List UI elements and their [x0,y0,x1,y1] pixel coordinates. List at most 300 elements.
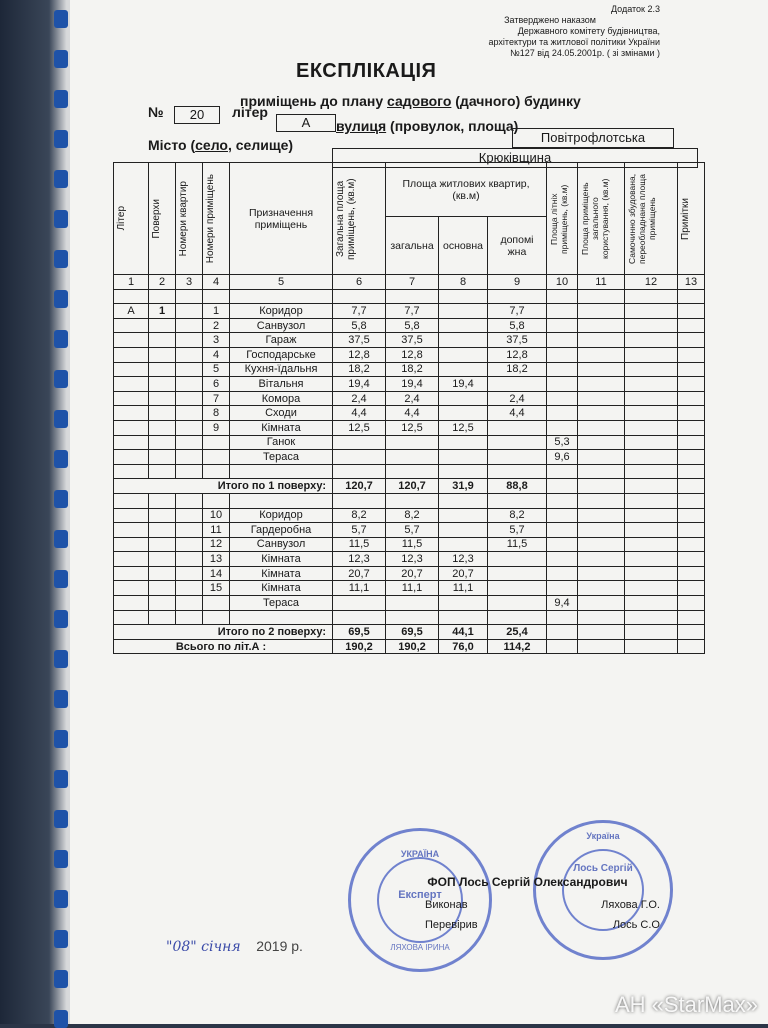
table-cell [114,391,149,406]
table-cell [547,537,578,552]
table-row [114,566,705,581]
binding-hole [54,210,68,228]
table-cell: 19,4 [439,377,488,392]
table-row [114,596,705,611]
date-handwritten: "08" січня [166,939,241,955]
table-cell [114,377,149,392]
table-cell [230,464,333,479]
binding-hole [54,370,68,388]
table-cell: 9,4 [547,596,578,611]
table-cell: 5 [203,362,230,377]
table-cell [149,610,176,625]
table-cell: Вітальня [230,377,333,392]
table-cell: А [114,304,149,319]
table-cell [625,537,678,552]
table-cell [439,435,488,450]
table-cell: 5,8 [333,318,386,333]
table-cell [488,464,547,479]
table-cell [439,493,488,508]
stamp-left-middle: Експерт [351,889,489,901]
table-cell [678,347,705,362]
table-cell [678,493,705,508]
table-cell [114,610,149,625]
table-cell: Итого по 2 поверху: [114,625,333,640]
table-cell: 18,2 [386,362,439,377]
table-cell [149,581,176,596]
table-cell: 11,5 [386,537,439,552]
table-cell: 5,7 [333,523,386,538]
binding-spine [0,0,70,1024]
table-cell: Кімната [230,566,333,581]
table-cell [176,435,203,450]
liter-label: літер [232,104,268,120]
table-cell: 1 [203,304,230,319]
table-cell [547,304,578,319]
table-cell: 11,5 [333,537,386,552]
table-cell: 120,7 [386,479,439,494]
table-row [114,347,705,362]
binding-hole [54,690,68,708]
table-cell [230,493,333,508]
table-cell [114,347,149,362]
table-cell [149,596,176,611]
table-cell [333,610,386,625]
table-row [114,420,705,435]
table-cell [578,347,625,362]
table-cell [547,581,578,596]
column-number: 5 [230,275,333,290]
table-cell [678,362,705,377]
table-cell [625,581,678,596]
table-cell: 69,5 [386,625,439,640]
table-cell: 20,7 [386,566,439,581]
table-cell [176,391,203,406]
table-cell: 88,8 [488,479,547,494]
table-cell [578,566,625,581]
stamp-right-middle: Лось Сергій [536,863,670,874]
table-cell [176,420,203,435]
table-cell [578,362,625,377]
table-cell [547,479,578,494]
table-cell [176,523,203,538]
table-cell: Кімната [230,420,333,435]
signature-row-1 [395,899,660,911]
table-cell [578,537,625,552]
table-cell [333,596,386,611]
table-cell: 12,3 [386,552,439,567]
table-row [114,391,705,406]
binding-hole [54,1010,68,1028]
table-cell: 8,2 [333,508,386,523]
table-cell [578,420,625,435]
table-cell [547,552,578,567]
table-cell: 11 [203,523,230,538]
table-cell [678,566,705,581]
column-number: 13 [678,275,705,290]
table-cell [625,406,678,421]
table-cell [149,508,176,523]
table-cell [114,318,149,333]
date-year: 2019 р. [256,938,303,954]
table-cell: 44,1 [439,625,488,640]
column-number: 7 [386,275,439,290]
table-cell [149,464,176,479]
table-cell: 10 [203,508,230,523]
stamp-right-top: Україна [536,831,670,841]
table-cell: 7,7 [333,304,386,319]
table-cell: Кімната [230,581,333,596]
city-label-prefix: Місто ( [148,137,195,153]
table-cell [678,464,705,479]
binding-hole [54,130,68,148]
table-cell [488,377,547,392]
table-cell: 190,2 [333,639,386,654]
table-cell: 12,3 [439,552,488,567]
document-subtitle [240,93,581,109]
table-cell [578,581,625,596]
col-header-text: Номери квартир [178,181,189,256]
table-cell [547,493,578,508]
table-cell [114,552,149,567]
document-date [166,938,303,955]
table-cell: 8,2 [488,508,547,523]
table-cell [439,333,488,348]
table-cell [386,450,439,465]
table-cell: 5,8 [488,318,547,333]
table-cell [547,318,578,333]
table-row [114,377,705,392]
table-cell: 4,4 [386,406,439,421]
table-cell: Тераса [230,450,333,465]
col-header-living-group: Площа житлових квартир, (кв.м) [386,163,547,217]
table-cell: 37,5 [488,333,547,348]
table-cell: 2,4 [488,391,547,406]
signature-label: Виконав [425,899,468,911]
table-cell [203,596,230,611]
signature-name: Ляхова Г.О. [601,899,660,911]
table-cell [114,435,149,450]
table-cell [625,420,678,435]
col-header-summer [547,163,578,275]
table-cell [578,289,625,304]
table-cell: 4,4 [333,406,386,421]
table-cell [547,391,578,406]
table-cell [678,523,705,538]
binding-hole [54,90,68,108]
table-cell: 3 [203,333,230,348]
table-cell: 4 [203,347,230,362]
col-header-main: основна [439,217,488,275]
table-cell [114,581,149,596]
table-cell: 14 [203,566,230,581]
table-cell [149,493,176,508]
table-cell: 12,8 [333,347,386,362]
col-header-notes [678,163,705,275]
table-cell [625,435,678,450]
table-cell [386,596,439,611]
table-cell [149,347,176,362]
table-cell: Санвузол [230,537,333,552]
table-cell [114,493,149,508]
table-cell [547,639,578,654]
signature-block [395,875,660,931]
table-cell: 6 [203,377,230,392]
addendum-line: архітектури та житлової політики України [440,37,660,48]
street-label [336,118,518,134]
table-cell [678,289,705,304]
table-cell [678,639,705,654]
table-cell [625,625,678,640]
column-numbers-row [114,275,705,290]
col-header-text: Площа приміщень загального користування, (кв.м) [580,173,616,265]
col-header-rooms [203,163,230,275]
signature-label: Перевірив [425,919,478,931]
table-cell [439,523,488,538]
table-cell [439,464,488,479]
subtotal-row [114,625,705,640]
table-cell [488,450,547,465]
col-header-common [578,163,625,275]
binding-hole [54,330,68,348]
table-cell [625,639,678,654]
table-cell: 11,1 [333,581,386,596]
table-cell: 5,3 [547,435,578,450]
col-header-unauthorized [625,163,678,275]
table-cell [176,289,203,304]
table-cell: Всього по літ.А : [114,639,333,654]
table-cell [578,377,625,392]
addendum-note [440,4,660,59]
table-cell: 69,5 [333,625,386,640]
table-cell: Тераса [230,596,333,611]
table-cell [578,625,625,640]
column-number: 2 [149,275,176,290]
table-cell [578,523,625,538]
col-header-text: Номери приміщень [205,174,216,263]
table-row [114,552,705,567]
subtotal-row [114,639,705,654]
table-cell: 7 [203,391,230,406]
binding-hole [54,490,68,508]
table-row [114,523,705,538]
table-cell [578,450,625,465]
table-cell [547,610,578,625]
table-cell [578,318,625,333]
table-cell [114,464,149,479]
table-cell [114,537,149,552]
table-cell [625,508,678,523]
table-cell [149,420,176,435]
table-cell [678,596,705,611]
table-cell [578,479,625,494]
column-number: 9 [488,275,547,290]
table-cell [333,464,386,479]
table-cell [625,450,678,465]
table-cell [386,610,439,625]
binding-hole [54,810,68,828]
table-cell [203,493,230,508]
table-cell: Коридор [230,304,333,319]
table-cell: 12,5 [439,420,488,435]
table-cell [439,289,488,304]
table-cell [439,347,488,362]
table-cell [114,450,149,465]
table-cell [488,552,547,567]
table-cell: 8 [203,406,230,421]
table-cell: 37,5 [386,333,439,348]
table-cell: 19,4 [386,377,439,392]
table-cell [149,391,176,406]
table-cell [149,362,176,377]
table-cell [547,289,578,304]
table-cell [578,552,625,567]
table-cell [578,406,625,421]
column-number: 10 [547,275,578,290]
table-cell [488,581,547,596]
table-cell: 5,7 [488,523,547,538]
table-cell [625,391,678,406]
table-cell: 25,4 [488,625,547,640]
table-cell [230,610,333,625]
table-cell [547,333,578,348]
table-cell: Кухня-їдальня [230,362,333,377]
table-cell [386,464,439,479]
table-cell [149,377,176,392]
table-cell: 190,2 [386,639,439,654]
table-cell [578,610,625,625]
table-cell [547,362,578,377]
liter-value: А [276,114,336,132]
table-cell [149,289,176,304]
table-cell [439,391,488,406]
table-cell [114,420,149,435]
table-cell [176,508,203,523]
table-cell: Господарське [230,347,333,362]
table-cell [333,435,386,450]
table-cell [678,304,705,319]
street-label-rest: (провулок, площа) [386,118,518,134]
city-label [148,137,293,153]
binding-hole [54,50,68,68]
table-cell: 12 [203,537,230,552]
table-cell [678,537,705,552]
table-cell [547,347,578,362]
table-cell [149,406,176,421]
addendum-line: №127 від 24.05.2001р. ( зі змінами ) [440,48,660,59]
spacer-row [114,289,705,304]
table-cell [578,639,625,654]
table-cell: 12,8 [386,347,439,362]
table-cell [149,435,176,450]
table-cell: 37,5 [333,333,386,348]
table-cell: 18,2 [488,362,547,377]
table-cell: Санвузол [230,318,333,333]
table-cell: 4,4 [488,406,547,421]
subtitle-middle: (дачного) будинку [451,93,580,109]
table-cell: Сходи [230,406,333,421]
column-number: 8 [439,275,488,290]
table-cell [114,289,149,304]
city-label-rest: , селище) [228,137,293,153]
table-cell [176,406,203,421]
table-cell [625,596,678,611]
table-cell [176,333,203,348]
table-cell [114,333,149,348]
table-cell [149,318,176,333]
binding-hole [54,930,68,948]
table-cell [547,508,578,523]
table-cell [678,333,705,348]
table-cell [149,552,176,567]
table-cell [678,508,705,523]
table-cell: Ганок [230,435,333,450]
table-cell: Гараж [230,333,333,348]
table-cell [386,435,439,450]
binding-hole [54,610,68,628]
table-cell [678,318,705,333]
table-row [114,450,705,465]
table-cell: 2,4 [386,391,439,406]
table-cell [488,610,547,625]
table-cell [439,450,488,465]
table-row [114,318,705,333]
col-header-text: Примітки [680,198,691,240]
table-cell: Итого по 1 поверху: [114,479,333,494]
table-row [114,581,705,596]
table-cell [488,596,547,611]
table-cell: 12,5 [333,420,386,435]
table-cell [625,289,678,304]
table-cell [625,347,678,362]
table-cell [176,377,203,392]
table-cell [547,625,578,640]
table-cell [149,450,176,465]
number-label: № [148,104,164,120]
binding-hole [54,770,68,788]
table-cell: Гардеробна [230,523,333,538]
binding-hole [54,10,68,28]
binding-hole [54,890,68,908]
col-header-floors [149,163,176,275]
table-cell [625,333,678,348]
binding-hole [54,530,68,548]
addendum-line: Додаток 2.3 [440,4,660,15]
table-cell: 114,2 [488,639,547,654]
col-header-text: Поверхи [151,199,162,239]
col-header-total-area [333,163,386,275]
table-cell [333,289,386,304]
table-cell: 15 [203,581,230,596]
table-cell [625,610,678,625]
table-cell [439,406,488,421]
binding-hole [54,250,68,268]
column-number: 6 [333,275,386,290]
col-header-text: Загальна площа приміщень, (кв.м) [335,173,365,265]
table-cell [439,362,488,377]
table-cell [625,377,678,392]
table-cell: Коридор [230,508,333,523]
table-cell [439,304,488,319]
binding-hole [54,650,68,668]
subtitle-garden: садового [387,93,451,109]
table-cell [625,493,678,508]
table-row [114,537,705,552]
table-cell [488,566,547,581]
addendum-line: Затверджено наказом [440,15,660,26]
table-cell: 9 [203,420,230,435]
table-cell [547,420,578,435]
table-cell [114,362,149,377]
